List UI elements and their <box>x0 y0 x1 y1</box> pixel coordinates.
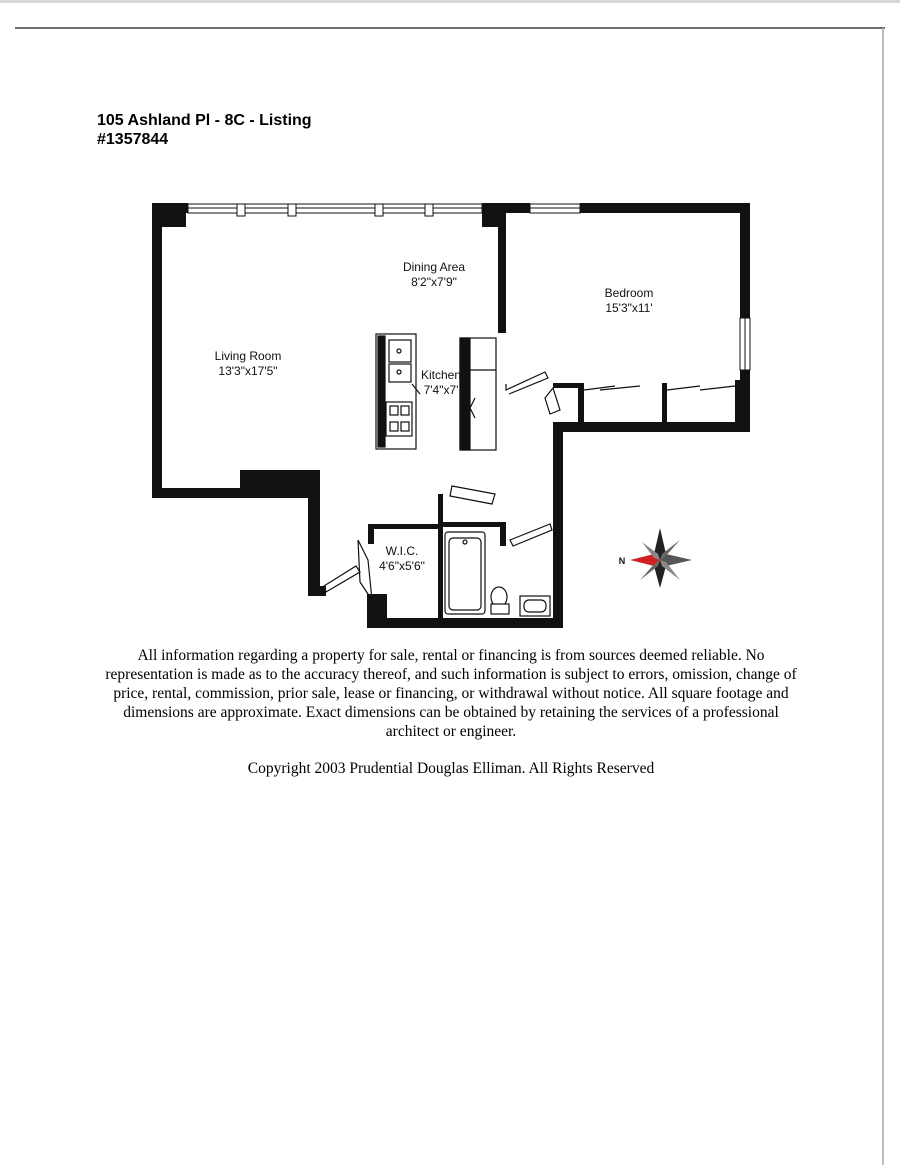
kitchen-name: Kitchen <box>420 368 462 382</box>
bath-fixtures <box>445 532 550 616</box>
wic-name: W.I.C. <box>385 544 419 558</box>
dining-area-size: 8'2"x7'9" <box>411 275 457 289</box>
bedroom-name: Bedroom <box>604 286 654 300</box>
living-room-name: Living Room <box>214 349 282 363</box>
compass-north-label: N <box>618 556 626 566</box>
compass-rose-icon <box>619 528 692 588</box>
copyright-text: Copyright 2003 Prudential Douglas Elliman. All Rights Reserved <box>247 760 655 777</box>
disclaimer-text: All information regarding a property for sale, rental or financing is from sources deemed reliable. No representation is made as to the accuracy thereof, and such information is subject to errors, omission, change of price, rental, commission, prior sale, lease or financing, or withdrawal without notice. All square footage and dimensions are approximate. Exact dimensions can be obtained by retaining the services of a professional architect or engineer. <box>105 647 797 740</box>
listing-address: 105 Ashland Pl - 8C - Listing <box>97 112 312 129</box>
living-room-size: 13'3"x17'5" <box>218 364 278 378</box>
kitchen-size: 7'4"x7' <box>423 383 459 397</box>
wic-size: 4'6"x5'6" <box>379 559 425 573</box>
bedroom-size: 15'3"x11' <box>605 301 653 315</box>
dining-area-name: Dining Area <box>402 260 466 274</box>
listing-number: #1357844 <box>97 131 169 148</box>
